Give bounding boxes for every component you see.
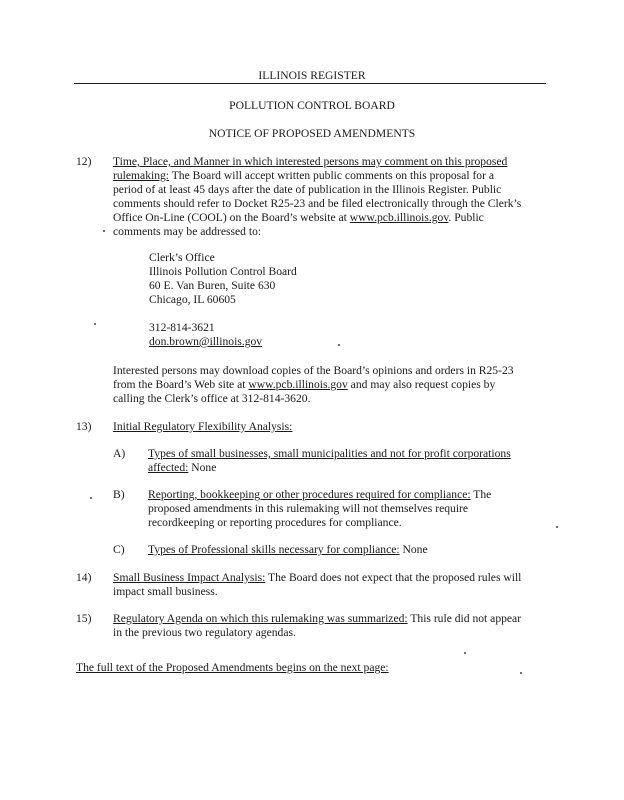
- item-13-number: 13): [76, 420, 92, 433]
- item-13b-text: [148, 488, 544, 530]
- item-13b-line2: proposed amendments in this rulemaking will not themselves require: [148, 502, 469, 515]
- para2-line3: calling the Clerk’s office at 312-814-3620.: [113, 392, 311, 405]
- notice-title: NOTICE OF PROPOSED AMENDMENTS: [208, 127, 416, 140]
- scan-speck: [520, 672, 522, 674]
- item-15-text: [113, 612, 543, 640]
- address-line3: 60 E. Van Buren, Suite 630: [149, 279, 276, 292]
- scan-speck: [103, 230, 105, 232]
- item-12-line2: [113, 169, 543, 183]
- item-13c-text: [148, 543, 544, 557]
- email-link[interactable]: don.brown@illinois.gov: [149, 335, 263, 348]
- item-15-line1-rest: This rule did not appear: [407, 612, 522, 625]
- item-13b-line1: [148, 488, 544, 502]
- scan-speck: [556, 526, 558, 528]
- item-13c-heading: Types of Professional skills necessary for compliance:: [148, 543, 400, 556]
- clerk-address: [149, 251, 297, 307]
- item-13b-line1-rest: The: [470, 488, 492, 501]
- item-13c-line1: [148, 543, 544, 557]
- board-title: POLLUTION CONTROL BOARD: [229, 99, 395, 112]
- item-12-heading-line1: Time, Place, and Manner in which interested persons may comment on this proposed: [113, 155, 508, 168]
- address-line1: Clerk’s Office: [149, 251, 215, 264]
- item-15-heading: Regulatory Agenda on which this rulemaking was summarized:: [113, 612, 408, 625]
- item-14-line1-rest: The Board does not expect that the proposed rules will: [265, 571, 522, 584]
- item-13a-line2-rest: None: [188, 461, 217, 474]
- item-15-line2: in the previous two regulatory agendas.: [113, 626, 296, 639]
- item-13a-heading: Types of small businesses, small municipalities and not for profit corporations: [148, 447, 511, 460]
- board-website-link[interactable]: www.pcb.illinois.gov: [349, 211, 449, 224]
- item-12-line2-rest: The Board will accept written public comments on this proposal for a: [169, 169, 495, 182]
- scan-speck: [90, 497, 92, 499]
- item-13a-line2: [148, 461, 544, 475]
- item-13a-heading-line2: affected:: [148, 461, 189, 474]
- address-line4: Chicago, IL 60605: [149, 293, 236, 306]
- clerk-contact: [149, 321, 262, 349]
- scan-speck: [464, 652, 466, 654]
- full-text-note: The full text of the Proposed Amendments begins on the next page:: [76, 661, 389, 674]
- item-13b-line3: recordkeeping or reporting procedures for compliance.: [148, 516, 402, 529]
- item-15-line1: [113, 612, 543, 626]
- item-13c-rest: None: [399, 543, 428, 556]
- para2-line1: Interested persons may download copies of the Board’s opinions and orders in R25-23: [113, 364, 514, 377]
- item-12-line5-post: . Public: [448, 211, 484, 224]
- item-14-number: 14): [76, 571, 92, 584]
- item-13a-text: [148, 447, 544, 475]
- item-15-number: 15): [76, 612, 92, 625]
- header-rule: [74, 83, 546, 84]
- item-12-line5: [113, 211, 543, 225]
- item-12-line3: period of at least 45 days after the date of publication in the Illinois Register. Public: [113, 183, 502, 196]
- item-12-line6: comments may be addressed to:: [113, 225, 262, 238]
- item-12-paragraph-2: [113, 364, 543, 406]
- item-14-line2: impact small business.: [113, 585, 218, 598]
- scan-speck: [94, 323, 96, 325]
- para2-line2-post: and may also request copies by: [347, 378, 496, 391]
- address-line2: Illinois Pollution Control Board: [149, 265, 297, 278]
- item-13-heading: Initial Regulatory Flexibility Analysis:: [113, 420, 293, 433]
- board-website-link-2[interactable]: www.pcb.illinois.gov: [248, 378, 348, 391]
- para2-line2-pre: from the Board’s Web site at: [113, 378, 249, 391]
- item-12-line5-pre: Office On-Line (COOL) on the Board’s website at: [113, 211, 350, 224]
- item-13b-heading: Reporting, bookkeeping or other procedures required for compliance:: [148, 488, 471, 501]
- para2-line2: [113, 378, 543, 392]
- scan-speck: [338, 344, 340, 346]
- item-12-text: [113, 155, 543, 239]
- phone-number: 312-814-3621: [149, 321, 215, 334]
- item-14-text: [113, 571, 543, 599]
- item-14-heading: Small Business Impact Analysis:: [113, 571, 266, 584]
- item-12-heading-line2: rulemaking:: [113, 169, 170, 182]
- register-title: ILLINOIS REGISTER: [258, 69, 366, 82]
- item-12-number: 12): [76, 155, 92, 168]
- item-14-line1: [113, 571, 543, 585]
- item-13b-letter: B): [113, 488, 125, 501]
- item-12-line4: comments should refer to Docket R25-23 and be filed electronically through the Clerk’s: [113, 197, 522, 210]
- item-13a-letter: A): [113, 447, 126, 460]
- item-13c-letter: C): [113, 543, 125, 556]
